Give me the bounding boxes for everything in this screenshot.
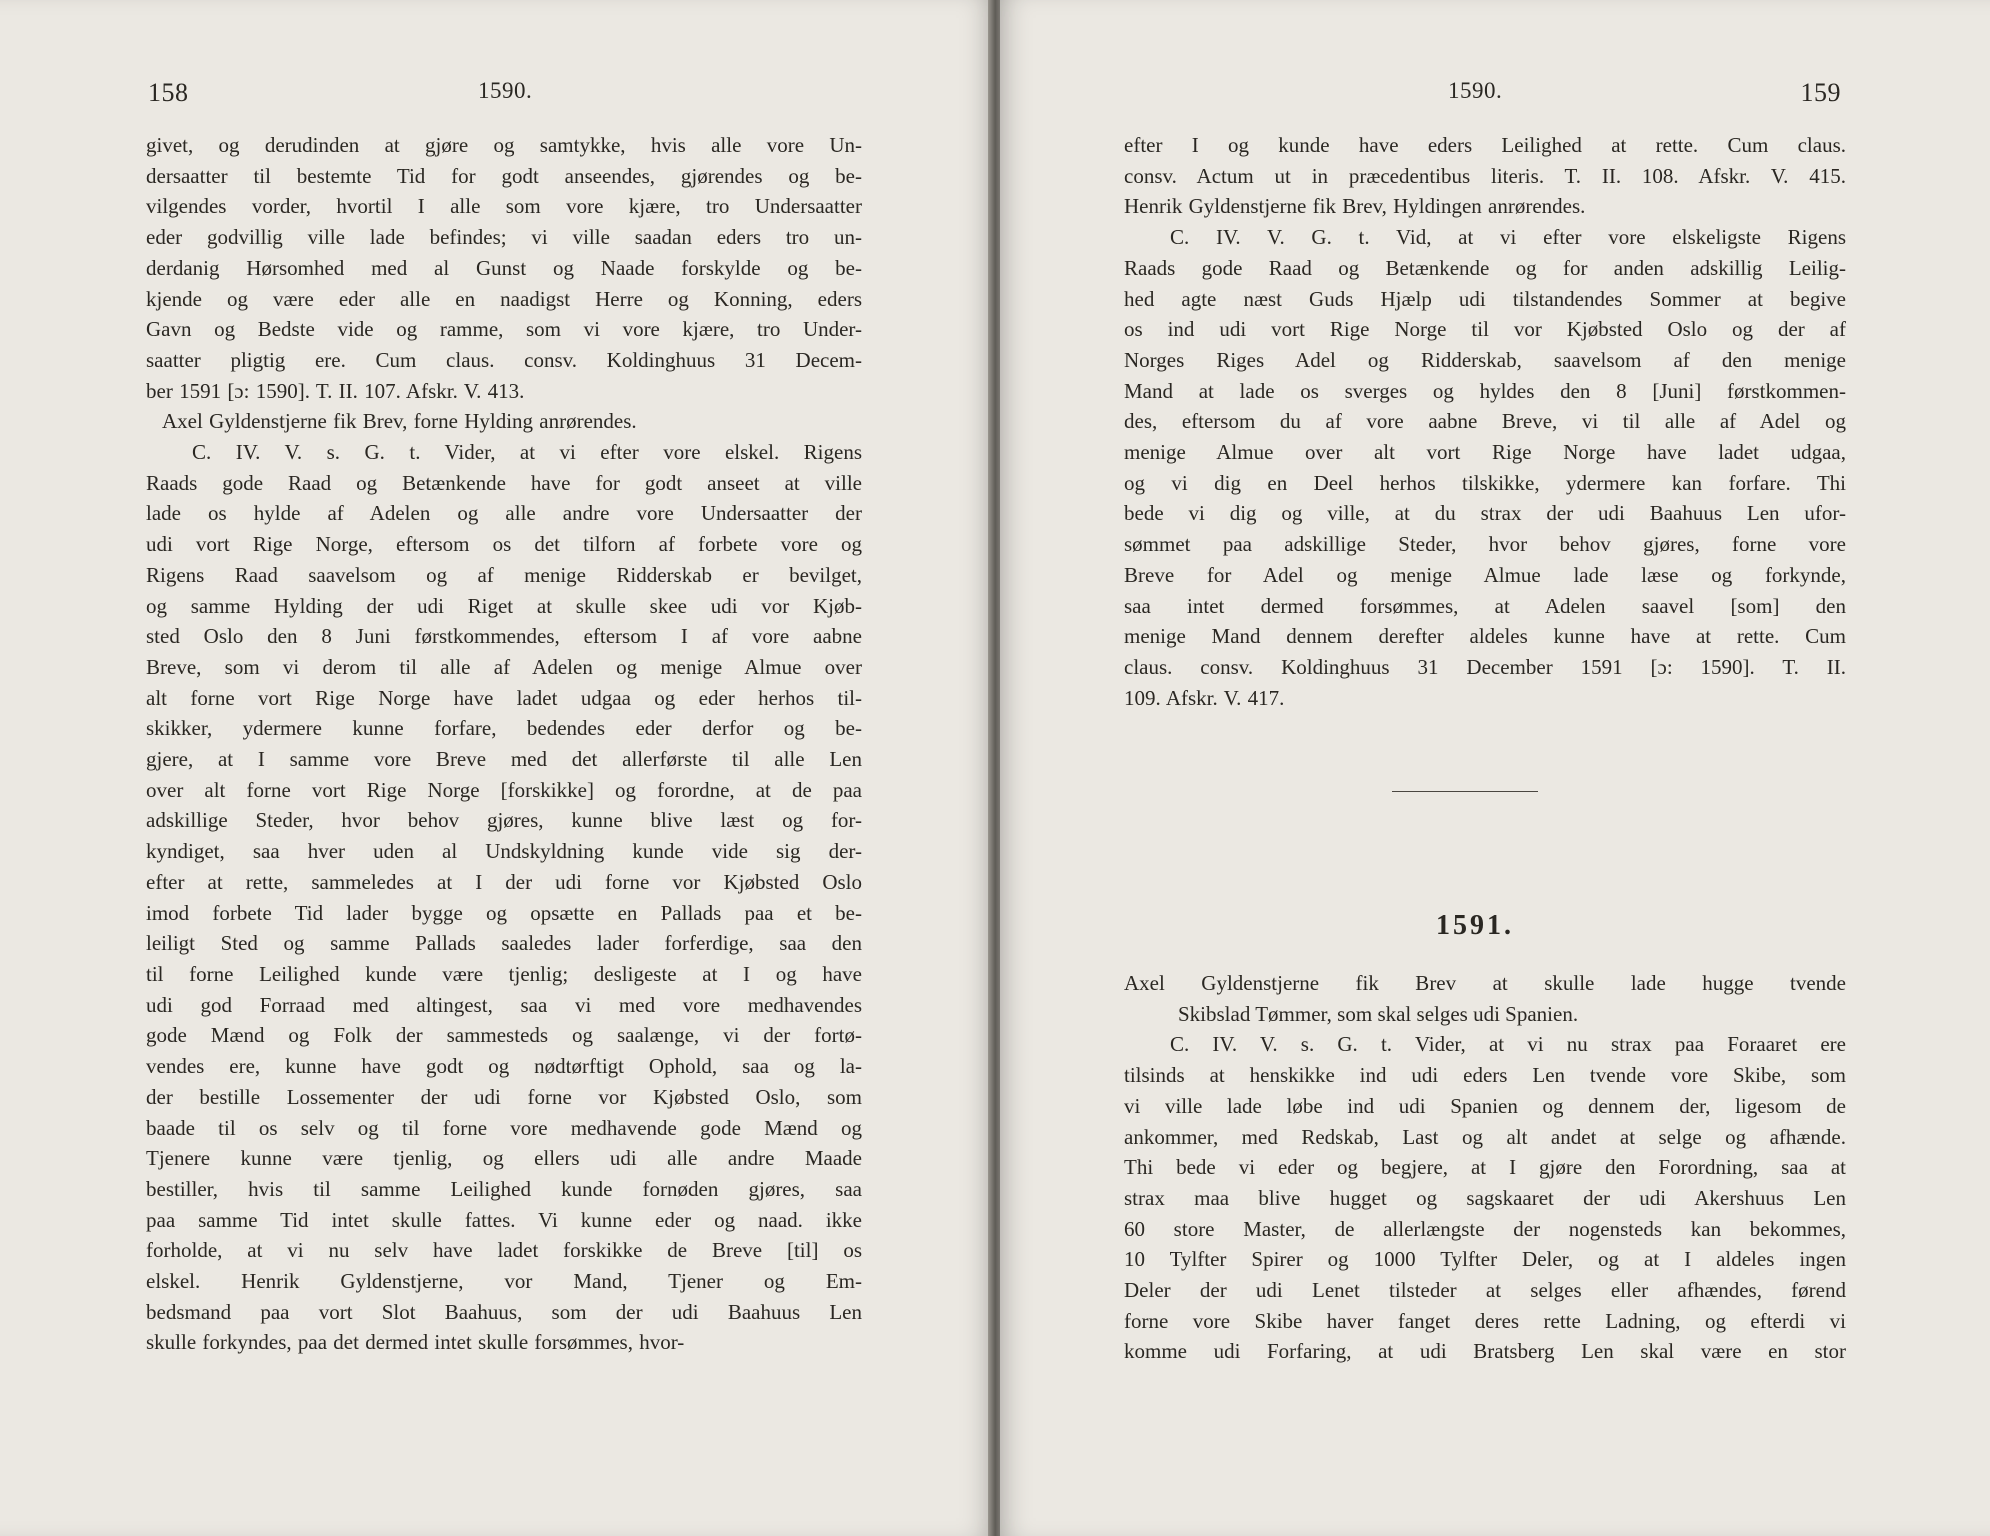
text-line: os ind udi vort Rige Norge til vor Kjøbsted Oslo og der af bbox=[1124, 317, 1846, 342]
text-line: og samme Hylding der udi Riget at skulle skee udi vor Kjøb- bbox=[146, 593, 862, 618]
text-line: Gavn og Bedste vide og ramme, som vi vore kjære, tro Under- bbox=[146, 317, 862, 342]
text-line: strax maa blive hugget og sagskaaret der udi Akershuus Len bbox=[1124, 1185, 1846, 1210]
text-line: tilsinds at henskikke ind udi eders Len tvende vore Skibe, som bbox=[1124, 1063, 1846, 1088]
text-line: Axel Gyldenstjerne fik Brev at skulle lade hugge tvende bbox=[1124, 971, 1846, 995]
text-line: kyndiget, saa hver uden al Undskyldning kunde vide sig der- bbox=[146, 839, 862, 864]
text-line: forholde, at vi nu selv have ladet forskikke de Breve [til] os bbox=[146, 1238, 862, 1263]
text-line: Breve, som vi derom til alle af Adelen og menige Almue over bbox=[146, 654, 862, 679]
running-year: 1590. bbox=[1448, 78, 1503, 103]
text-line: komme udi Forfaring, at udi Bratsberg Len skal være en stor bbox=[1124, 1339, 1846, 1364]
text-line: bedsmand paa vort Slot Baahuus, som der udi Baahuus Len bbox=[146, 1299, 862, 1324]
text-line: gode Mænd og Folk der sammesteds og saalænge, vi der fortø- bbox=[146, 1023, 862, 1048]
text-line: bede vi dig og ville, at du strax der udi Baahuus Len ufor- bbox=[1124, 501, 1846, 526]
text-line: C. IV. V. G. t. Vid, at vi efter vore elskeligste Rigens bbox=[1170, 225, 1846, 250]
text-line: til forne Leilighed kunde være tjenlig; desligeste at I og have bbox=[146, 961, 862, 986]
text-line: Breve for Adel og menige Almue lade læse og forkynde, bbox=[1124, 562, 1846, 587]
text-line: over alt forne vort Rige Norge [forskikke] og forordne, at de paa bbox=[146, 777, 862, 802]
right-page-text bbox=[1124, 130, 1846, 713]
text-line: Skibslad Tømmer, som skal selges udi Spanien. bbox=[1178, 1001, 1579, 1026]
page-number: 159 bbox=[1800, 78, 1841, 107]
text-line: forne vore Skibe haver fanget deres rette Ladning, og efterdi vi bbox=[1124, 1308, 1846, 1333]
text-line: sted Oslo den 8 Juni førstkommendes, eftersom I af vore aabne bbox=[146, 624, 862, 649]
page-number: 158 bbox=[148, 78, 189, 107]
running-year: 1590. bbox=[478, 78, 533, 103]
text-line: udi god Forraad med altingest, saa vi med vore medhavendes bbox=[146, 992, 862, 1017]
text-line: vendes ere, kunne have godt og nødtørftigt Ophold, saa og la- bbox=[146, 1054, 862, 1079]
text-line: leiligt Sted og samme Pallads saaledes lader forferdige, saa den bbox=[146, 931, 862, 956]
text-line: gjere, at I samme vore Breve med det allerførste til alle Len bbox=[146, 747, 862, 772]
section-divider bbox=[1392, 791, 1538, 792]
text-line: elskel. Henrik Gyldenstjerne, vor Mand, Tjener og Em- bbox=[146, 1269, 862, 1294]
text-line: kjende og være eder alle en naadigst Herre og Konning, eders bbox=[146, 286, 862, 311]
text-line: claus. consv. Koldinghuus 31 December 1591 [ɔ: 1590]. T. II. bbox=[1124, 654, 1846, 679]
text-line: Thi bede vi eder og begjere, at I gjøre den Forordning, saa at bbox=[1124, 1155, 1846, 1180]
text-line: Tjenere kunne være tjenlig, og ellers udi alle andre Maade bbox=[146, 1146, 862, 1171]
text-line: 10 Tylfter Spirer og 1000 Tylfter Deler, og at I aldeles ingen bbox=[1124, 1247, 1846, 1272]
right-page-section-text bbox=[1124, 968, 1846, 1367]
text-line: lade os hylde af Adelen og alle andre vore Undersaatter der bbox=[146, 501, 862, 526]
text-line: eder godvillig ville lade befindes; vi ville saadan eders tro un- bbox=[146, 225, 862, 250]
text-line: hed agte næst Guds Hjælp udi tilstandendes Sommer at begive bbox=[1124, 286, 1846, 311]
text-line: og vi dig en Deel herhos tilskikke, ydermere kan forfare. Thi bbox=[1124, 470, 1846, 495]
text-line: consv. Actum ut in præcedentibus literis. T. II. 108. Afskr. V. 415. bbox=[1124, 163, 1846, 188]
text-line: der bestille Lossementer der udi forne vor Kjøbsted Oslo, som bbox=[146, 1084, 862, 1109]
text-line: Norges Riges Adel og Ridderskab, saavelsom af den menige bbox=[1124, 347, 1846, 372]
text-line: vilgendes vorder, hvortil I alle som vore kjære, tro Undersaatter bbox=[146, 194, 862, 219]
text-line: 109. Afskr. V. 417. bbox=[1124, 685, 1285, 710]
text-line: efter at rette, sammeledes at I der udi forne vor Kjøbsted Oslo bbox=[146, 869, 862, 894]
text-line: Raads gode Raad og Betænkende have for godt anseet at ville bbox=[146, 470, 862, 495]
text-line: C. IV. V. s. G. t. Vider, at vi nu strax paa Foraaret ere bbox=[1170, 1032, 1846, 1057]
text-line: menige Almue over alt vort Rige Norge have ladet udgaa, bbox=[1124, 440, 1846, 465]
text-line: Deler der udi Lenet tilsteder at selges eller afhændes, førend bbox=[1124, 1278, 1846, 1303]
text-line: skulle forkyndes, paa det dermed intet skulle forsømmes, hvor- bbox=[146, 1330, 685, 1355]
text-line: paa samme Tid intet skulle fattes. Vi kunne eder og naad. ikke bbox=[146, 1207, 862, 1232]
text-line: Raads gode Raad og Betænkende og for anden adskillig Leilig- bbox=[1124, 255, 1846, 280]
text-line: derdanig Hørsomhed med al Gunst og Naade forskylde og be- bbox=[146, 255, 862, 280]
text-line: adskillige Steder, hvor behov gjøres, kunne blive læst og for- bbox=[146, 808, 862, 833]
text-line: Rigens Raad saavelsom og af menige Ridderskab er bevilget, bbox=[146, 562, 862, 587]
text-line: C. IV. V. s. G. t. Vider, at vi efter vore elskel. Rigens bbox=[192, 440, 862, 465]
text-line: alt forne vort Rige Norge have ladet udgaa og eder herhos til- bbox=[146, 685, 862, 710]
text-line: efter I og kunde have eders Leilighed at rette. Cum claus. bbox=[1124, 133, 1846, 157]
left-page-header bbox=[148, 78, 864, 108]
text-line: ankommer, med Redskab, Last og alt andet at selge og afhænde. bbox=[1124, 1124, 1846, 1149]
text-line: saatter pligtig ere. Cum claus. consv. Koldinghuus 31 Decem- bbox=[146, 347, 862, 372]
text-line: udi vort Rige Norge, eftersom os det tilforn af forbete vore og bbox=[146, 532, 862, 557]
text-line: baade til os selv og til forne vore medhavende gode Mænd og bbox=[146, 1115, 862, 1140]
text-line: saa intet dermed forsømmes, at Adelen saavel [som] den bbox=[1124, 593, 1846, 618]
left-page bbox=[0, 0, 992, 1536]
text-line: Henrik Gyldenstjerne fik Brev, Hyldingen anrørendes. bbox=[1124, 194, 1586, 219]
text-line: sømmet paa adskillige Steder, hvor behov gjøres, forne vore bbox=[1124, 532, 1846, 557]
text-line: ber 1591 [ɔ: 1590]. T. II. 107. Afskr. V. 413. bbox=[146, 378, 525, 403]
text-line: Axel Gyldenstjerne fik Brev, forne Hylding anrørendes. bbox=[162, 409, 637, 434]
text-line: skikker, ydermere kunne forfare, bedendes eder derfor og be- bbox=[146, 716, 862, 741]
text-line: vi ville lade løbe ind udi Spanien og dennem der, ligesom de bbox=[1124, 1093, 1846, 1118]
text-line: bestiller, hvis til samme Leilighed kunde fornøden gjøres, saa bbox=[146, 1176, 862, 1201]
text-line: des, eftersom du af vore aabne Breve, vi til alle af Adel og bbox=[1124, 409, 1846, 434]
text-line: dersaatter til bestemte Tid for godt anseendes, gjørendes og be- bbox=[146, 163, 862, 188]
left-page-text bbox=[146, 130, 862, 1358]
text-line: imod forbete Tid lader bygge og opsætte en Pallads paa et be- bbox=[146, 900, 862, 925]
text-line: 60 store Master, de allerlængste der nogensteds kan bekommes, bbox=[1124, 1216, 1846, 1241]
section-year-heading: 1591. bbox=[1436, 910, 1514, 941]
text-line: menige Mand dennem derefter aldeles kunne have at rette. Cum bbox=[1124, 624, 1846, 649]
text-line: Mand at lade os sverges og hyldes den 8 [Juni] førstkommen- bbox=[1124, 378, 1846, 403]
right-page-header bbox=[1125, 78, 1841, 108]
text-line: givet, og derudinden at gjøre og samtykke, hvis alle vore Un- bbox=[146, 133, 862, 157]
